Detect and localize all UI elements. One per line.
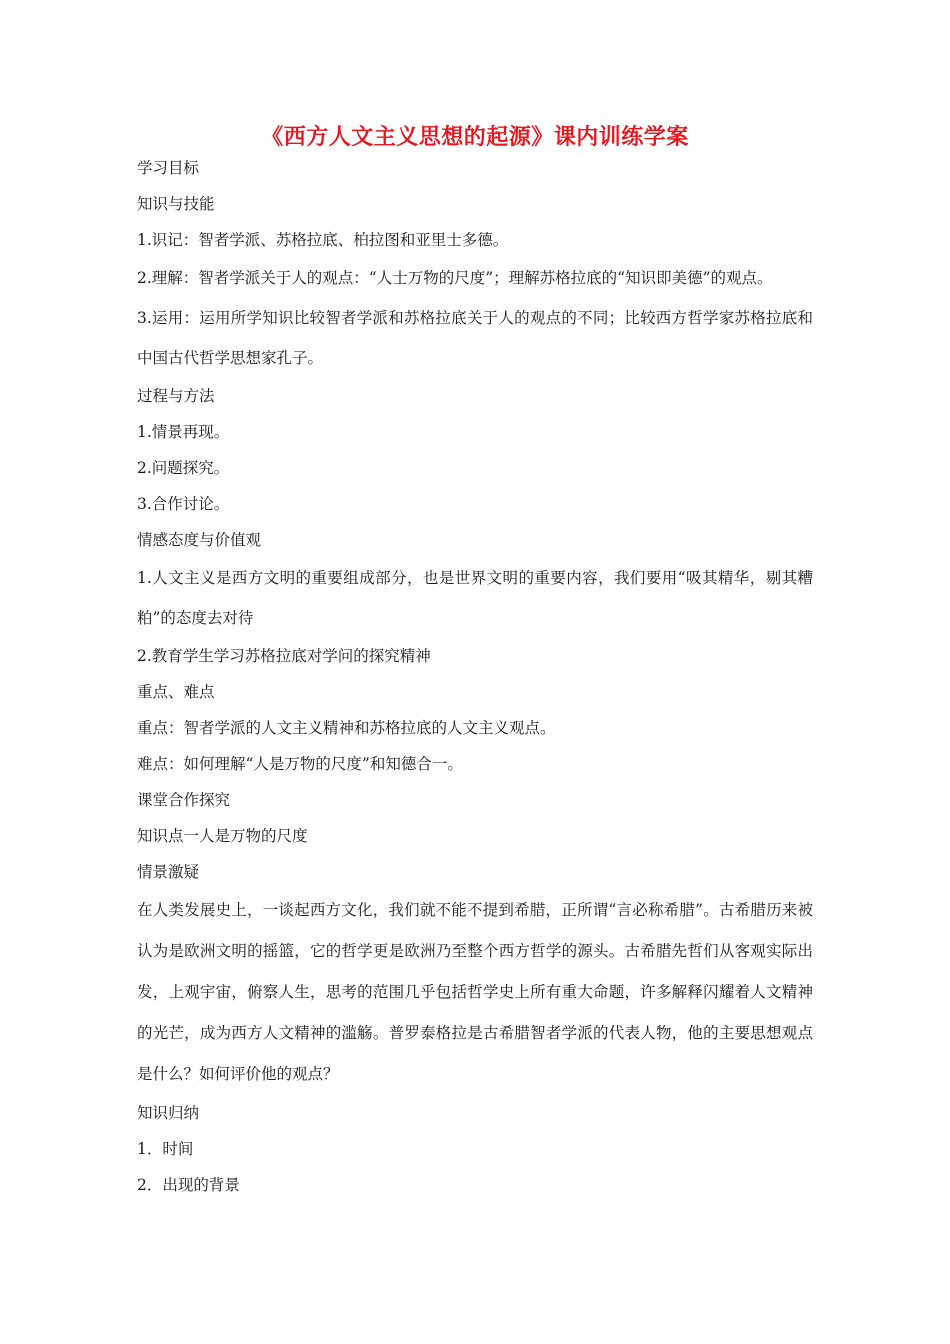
item-apply: 3.运用：运用所学知识比较智者学派和苏格拉底关于人的观点的不同；比较西方哲学家苏格拉底和中国古代哲学思想家孔子。 [137, 309, 813, 367]
heading-attitude-values: 情感态度与价值观 [137, 531, 262, 549]
item-discussion: 3.合作讨论。 [137, 495, 230, 513]
heading-knowledge-summary: 知识归纳 [137, 1104, 200, 1122]
heading-scene-question: 情景激疑 [137, 863, 200, 881]
item-difficult-point: 难点：如何理解“人是万物的尺度”和知德合一。 [137, 755, 463, 773]
item-key-point: 重点：智者学派的人文主义精神和苏格拉底的人文主义观点。 [137, 719, 556, 737]
item-humanism: 1.人文主义是西方文明的重要组成部分，也是世界文明的重要内容，我们要用“吸其精华，剔其糟粕”的态度去对待 [137, 569, 813, 627]
item-socrates-spirit: 2.教育学生学习苏格拉底对学问的探究精神 [137, 647, 431, 665]
heading-process-method: 过程与方法 [137, 387, 215, 405]
scene-paragraph: 在人类发展史上，一谈起西方文化，我们就不能不提到希腊，正所谓“言必称希腊”。古希腊历来被认为是欧洲文明的摇篮，它的哲学更是欧洲乃至整个西方哲学的源头。古希腊先哲们从客观实际出发，上观宇宙，俯察人生，思考的范围几乎包括哲学史上所有重大命题，许多解释闪耀着人文精神的光芒，成为西方人文精神的滥觞。普罗泰格拉是古希腊智者学派的代表人物，他的主要思想观点是什么？如何评价他的观点？ [137, 901, 813, 1083]
item-understand: 2.理解：智者学派关于人的观点：“人士万物的尺度”；理解苏格拉底的“知识即美德”的观点。 [137, 269, 773, 287]
heading-key-points: 重点、难点 [137, 683, 215, 701]
item-scene: 1.情景再现。 [137, 423, 230, 441]
item-time: 1．时间 [137, 1140, 194, 1158]
item-inquiry: 2.问题探究。 [137, 459, 230, 477]
document-title: 《西方人文主义思想的起源》课内训练学案 [261, 125, 689, 150]
item-memorize: 1.识记：智者学派、苏格拉底、柏拉图和亚里士多德。 [137, 231, 509, 249]
heading-knowledge-point-one: 知识点一人是万物的尺度 [137, 827, 308, 845]
heading-classroom-inquiry: 课堂合作探究 [137, 791, 231, 809]
heading-learning-goals: 学习目标 [137, 159, 200, 177]
document-body [137, 150, 813, 1203]
heading-knowledge-skills: 知识与技能 [137, 195, 215, 213]
item-background: 2．出现的背景 [137, 1176, 240, 1194]
